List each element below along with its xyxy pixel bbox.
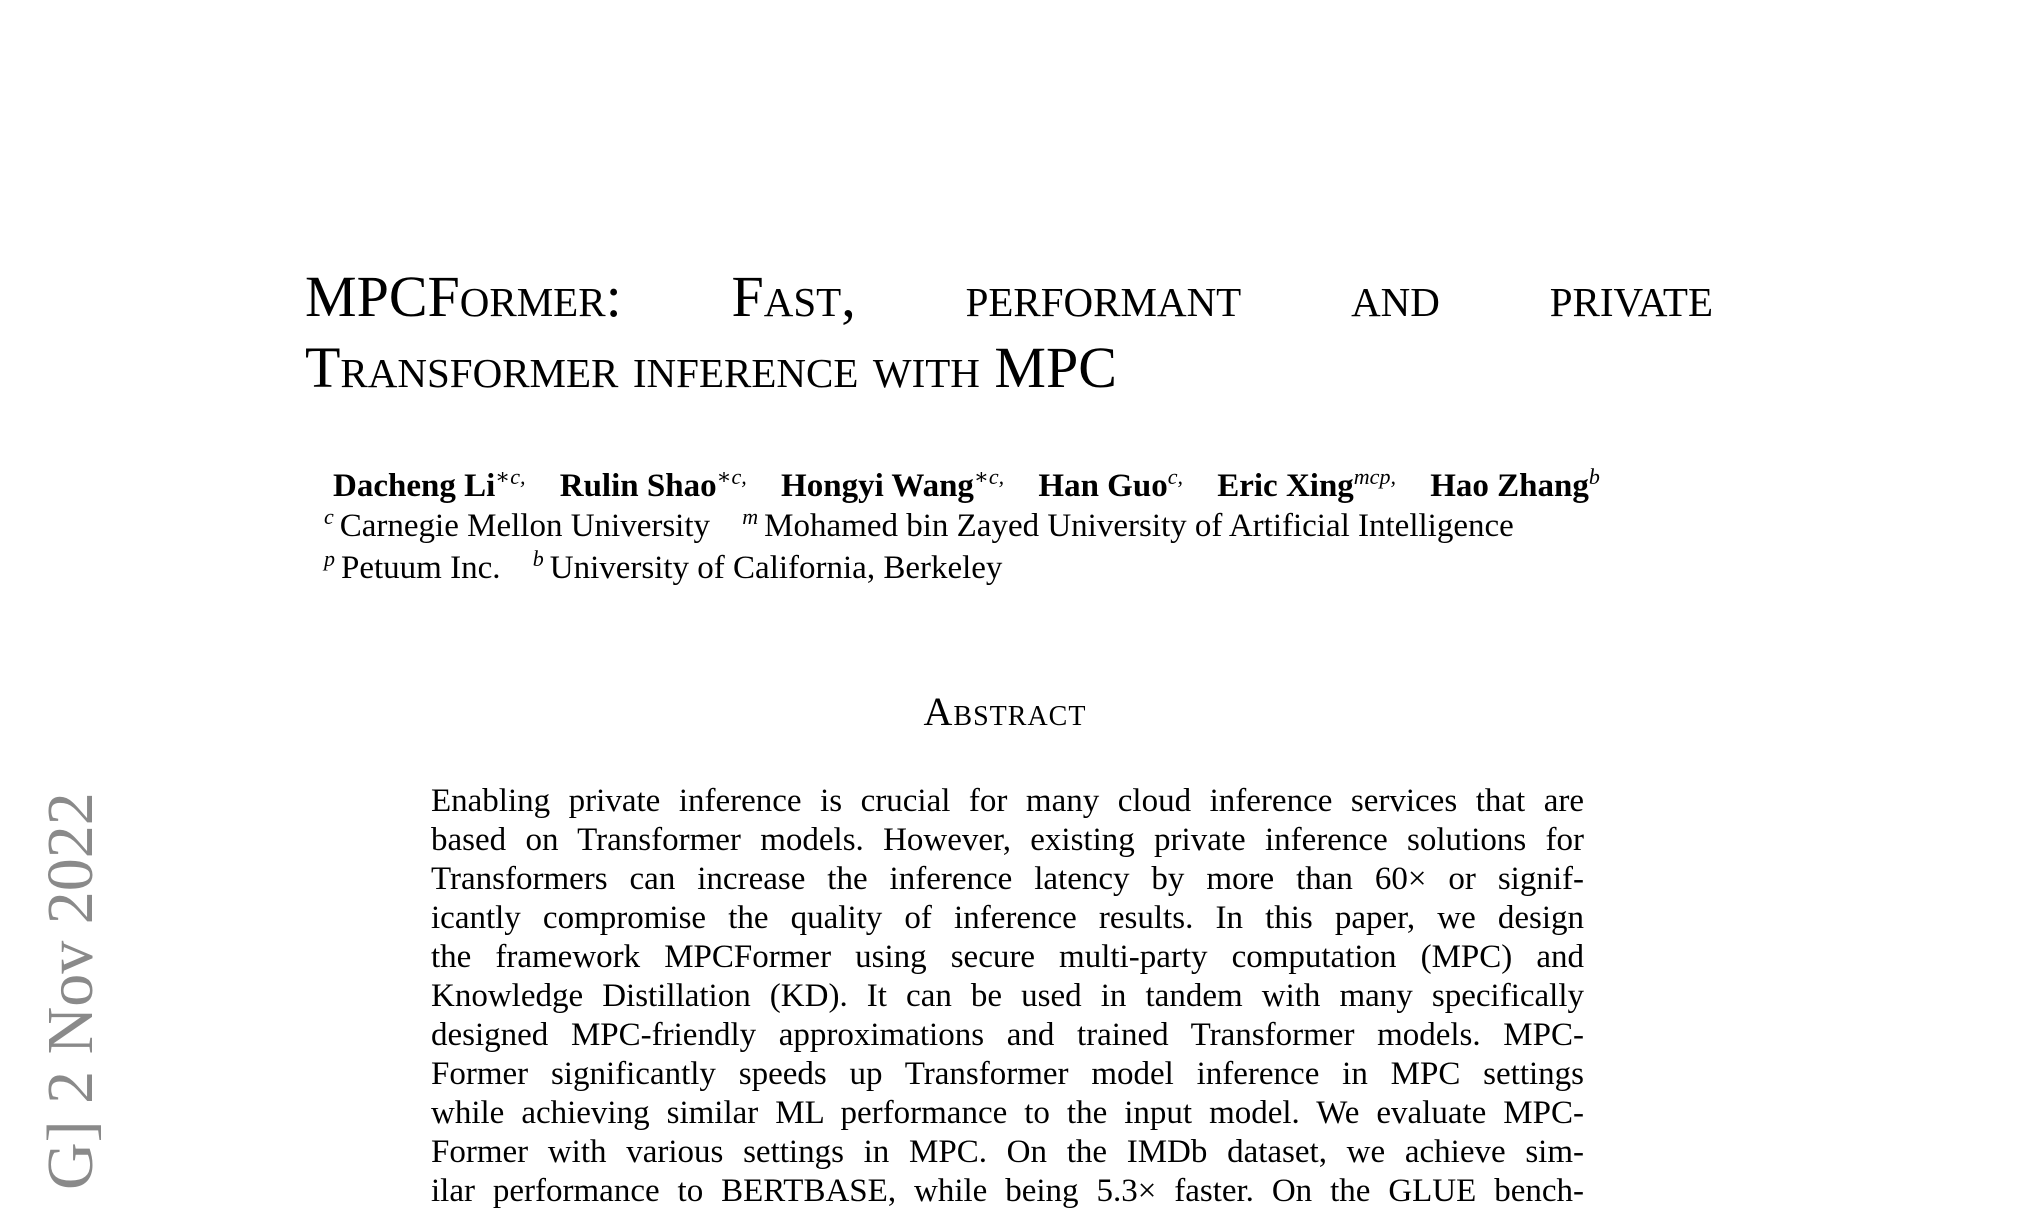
affiliation-mark: p <box>324 546 335 571</box>
paper-title-line-2: Transformer inference with MPC <box>305 335 1117 400</box>
title-word: performant <box>965 264 1242 329</box>
abstract-line: designed MPC-friendly approximations and trained Transformer models. MPC- <box>431 1017 1584 1053</box>
author <box>333 464 526 504</box>
title-word: private <box>1549 264 1713 329</box>
author-marks: ∗c, <box>973 464 1005 489</box>
title-word: MPCFormer: <box>305 264 622 329</box>
abstract-line: Transformers can increase the inference latency by more than 60× or signif- <box>431 861 1584 897</box>
author-marks: ∗c, <box>716 464 747 489</box>
author-list <box>333 466 1626 506</box>
abstract-heading: Abstract <box>923 689 1087 734</box>
affiliation-mark: m <box>742 504 759 529</box>
author-marks: ∗c, <box>495 464 526 489</box>
author <box>1217 464 1396 504</box>
author-marks: b <box>1588 464 1600 489</box>
author-marks: mcp, <box>1353 464 1396 489</box>
author <box>781 464 1005 504</box>
abstract-line: icantly compromise the quality of inference results. In this paper, we design <box>431 900 1584 936</box>
author-name: Han Guo <box>1038 468 1168 504</box>
abstract-body <box>431 782 1584 1211</box>
affiliation-name: Mohamed bin Zayed University of Artificial Intelligence <box>764 508 1514 544</box>
abstract-line: Knowledge Distillation (KD). It can be used in tandem with many specifically <box>431 978 1584 1014</box>
author <box>559 464 747 504</box>
title-word: Fast, <box>731 264 856 329</box>
abstract-line: Enabling private inference is crucial for many cloud inference services that are <box>431 783 1584 819</box>
abstract-line: while achieving similar ML performance to the input model. We evaluate MPC- <box>431 1095 1584 1131</box>
author-marks: c, <box>1167 464 1183 489</box>
abstract-line: Former significantly speeds up Transformer model inference in MPC settings <box>431 1056 1584 1092</box>
abstract-line: the framework MPCFormer using secure multi-party computation (MPC) and <box>431 939 1584 975</box>
title-word: and <box>1351 264 1440 329</box>
author-name: Dacheng Li <box>333 468 496 504</box>
paper-title-line-1 <box>305 262 1713 332</box>
affiliation-name: Carnegie Mellon University <box>339 508 711 544</box>
author-name: Rulin Shao <box>559 468 717 504</box>
affiliation-name: Petuum Inc. <box>341 550 501 586</box>
arxiv-stamp: G] 2 Nov 2022 <box>34 792 107 1190</box>
abstract-line: based on Transformer models. However, existing private inference solutions for <box>431 822 1584 858</box>
affiliations-line-1 <box>324 506 1514 546</box>
author <box>1430 464 1600 504</box>
affiliations-line-2 <box>324 548 1002 588</box>
author-name: Hao Zhang <box>1430 468 1589 504</box>
abstract-line: ilar performance to BERTBASE, while being 5.3× faster. On the GLUE bench- <box>431 1173 1584 1209</box>
affiliation-mark: c <box>324 504 334 529</box>
affiliation-name: University of California, Berkeley <box>549 550 1003 586</box>
affiliation-mark: b <box>532 546 544 571</box>
author-name: Hongyi Wang <box>781 468 974 504</box>
abstract-line: Former with various settings in MPC. On the IMDb dataset, we achieve sim- <box>431 1134 1584 1170</box>
author <box>1038 464 1183 504</box>
author-name: Eric Xing <box>1217 468 1354 504</box>
